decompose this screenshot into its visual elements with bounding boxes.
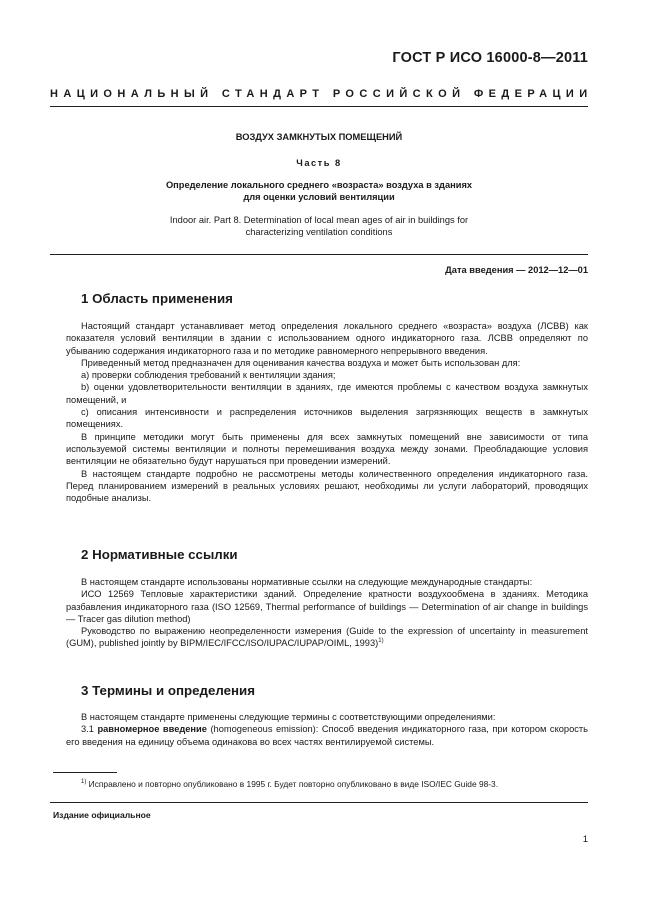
intro-date: Дата введения — 2012—12—01 <box>445 265 588 275</box>
section-2-body <box>66 576 588 650</box>
footnote-text: Исправлено и повторно опубликовано в 1995 г. Будет повторно опубликовано в виде ISO/IEC Guide 98-3. <box>88 779 499 789</box>
footer-divider <box>50 802 588 803</box>
list-item: а) проверки соблюдения требований к вентиляции здания; <box>81 370 336 381</box>
paragraph: Приведенный метод предназначен для оценивания качества воздуха и может быть использован для: <box>81 357 521 368</box>
section-2-heading: 2 Нормативные ссылки <box>81 547 238 562</box>
reference-item <box>66 625 588 650</box>
page-number: 1 <box>582 834 588 845</box>
footnote <box>53 779 588 790</box>
document-title: ВОЗДУХ ЗАМКНУТЫХ ПОМЕЩЕНИЙ <box>235 132 403 142</box>
subtitle-ru-line: для оценки условий вентиляции <box>243 192 395 202</box>
section-3-heading: 3 Термины и определения <box>81 683 255 698</box>
term: равномерное введение <box>97 724 207 735</box>
reference-item: ИСО 12569 Тепловые характеристики зданий. Определение кратности воздухообмена в зданиях. Методика разбавления индикаторного газа (ISO 12569, Thermal performance of buildings — Determination of air change in buildings — Tracer gas dilution method) <box>66 589 588 624</box>
subtitle-en-line: characterizing ventilation conditions <box>245 227 393 237</box>
paragraph: Настоящий стандарт устанавливает метод определения локального среднего «возраста» воздуха (ЛСВВ) как показателя условий вентиляции в здании с использованием одного индикаторного газа. ЛСВВ определяют по убыванию содержания индикаторного газа и по методике равномерного непрерывного введения. <box>66 321 588 356</box>
reference-text: Руководство по выражению неопределенности измерения (Guide to the expression of uncertainty in measurement (GUM), published jointly by BIPM/IEC/IFCC/ISO/IUPAC/IUPAP/OIML, 1993) <box>66 626 588 649</box>
part-label: Часть 8 <box>296 158 342 168</box>
subtitle-russian <box>120 179 518 203</box>
national-standard-header: НАЦИОНАЛЬНЫЙ СТАНДАРТ РОССИЙСКОЙ ФЕДЕРАЦИИ <box>50 88 593 100</box>
footnote-marker: 1) <box>81 779 87 786</box>
footnote-ref: 1) <box>378 638 384 645</box>
footnote-divider <box>53 772 117 773</box>
edition-label: Издание официальное <box>53 810 151 820</box>
paragraph: В настоящем стандарте применены следующие термины с соответствующими определениями: <box>81 712 496 722</box>
subtitle-english <box>120 214 518 238</box>
list-item: с) описания интенсивности и распределения источников выделения загрязняющих веществ в замкнутых помещениях. <box>66 407 588 430</box>
section-1-body <box>66 320 588 504</box>
list-item: b) оценки удовлетворительности вентиляции в зданиях, где имеются проблемы с качеством воздуха замкнутых помещений, и <box>66 382 588 405</box>
section-3-body <box>66 711 588 748</box>
paragraph: В принципе методики могут быть применены для всех замкнутых помещений вне зависимости от типа используемой системы вентиляции и полноты перемешивания воздуха между зонами. Преобладающие условия вентиляции не обязательно будут нарушаться при проведении измерений. <box>66 431 588 467</box>
term-definition <box>66 723 588 748</box>
title-divider <box>50 254 588 255</box>
paragraph: В настоящем стандарте использованы нормативные ссылки на следующие международные стандарты: <box>81 577 533 587</box>
term-number: 3.1 <box>81 724 94 735</box>
section-1-heading: 1 Область применения <box>81 291 233 306</box>
subtitle-ru-line: Определение локального среднего «возраста» воздуха в зданиях <box>165 180 473 190</box>
gost-number: ГОСТ Р ИСО 16000-8—2011 <box>392 50 588 66</box>
header-divider <box>50 106 588 107</box>
paragraph: В настоящем стандарте подробно не рассмотрены методы количественного определения индикаторного газа. Перед планированием измерений в реальных условиях решают, необходимы ли услуги лабораторий, проводящих подобные анализы. <box>66 468 588 504</box>
subtitle-en-line: Indoor air. Part 8. Determination of local mean ages of air in buildings for <box>169 215 469 225</box>
term-rest: (homogeneous emission): Способ введения индикаторного газа, при котором скорость его введения на единицу объема одинакова во всех частях вентилируемой системы. <box>66 724 589 747</box>
